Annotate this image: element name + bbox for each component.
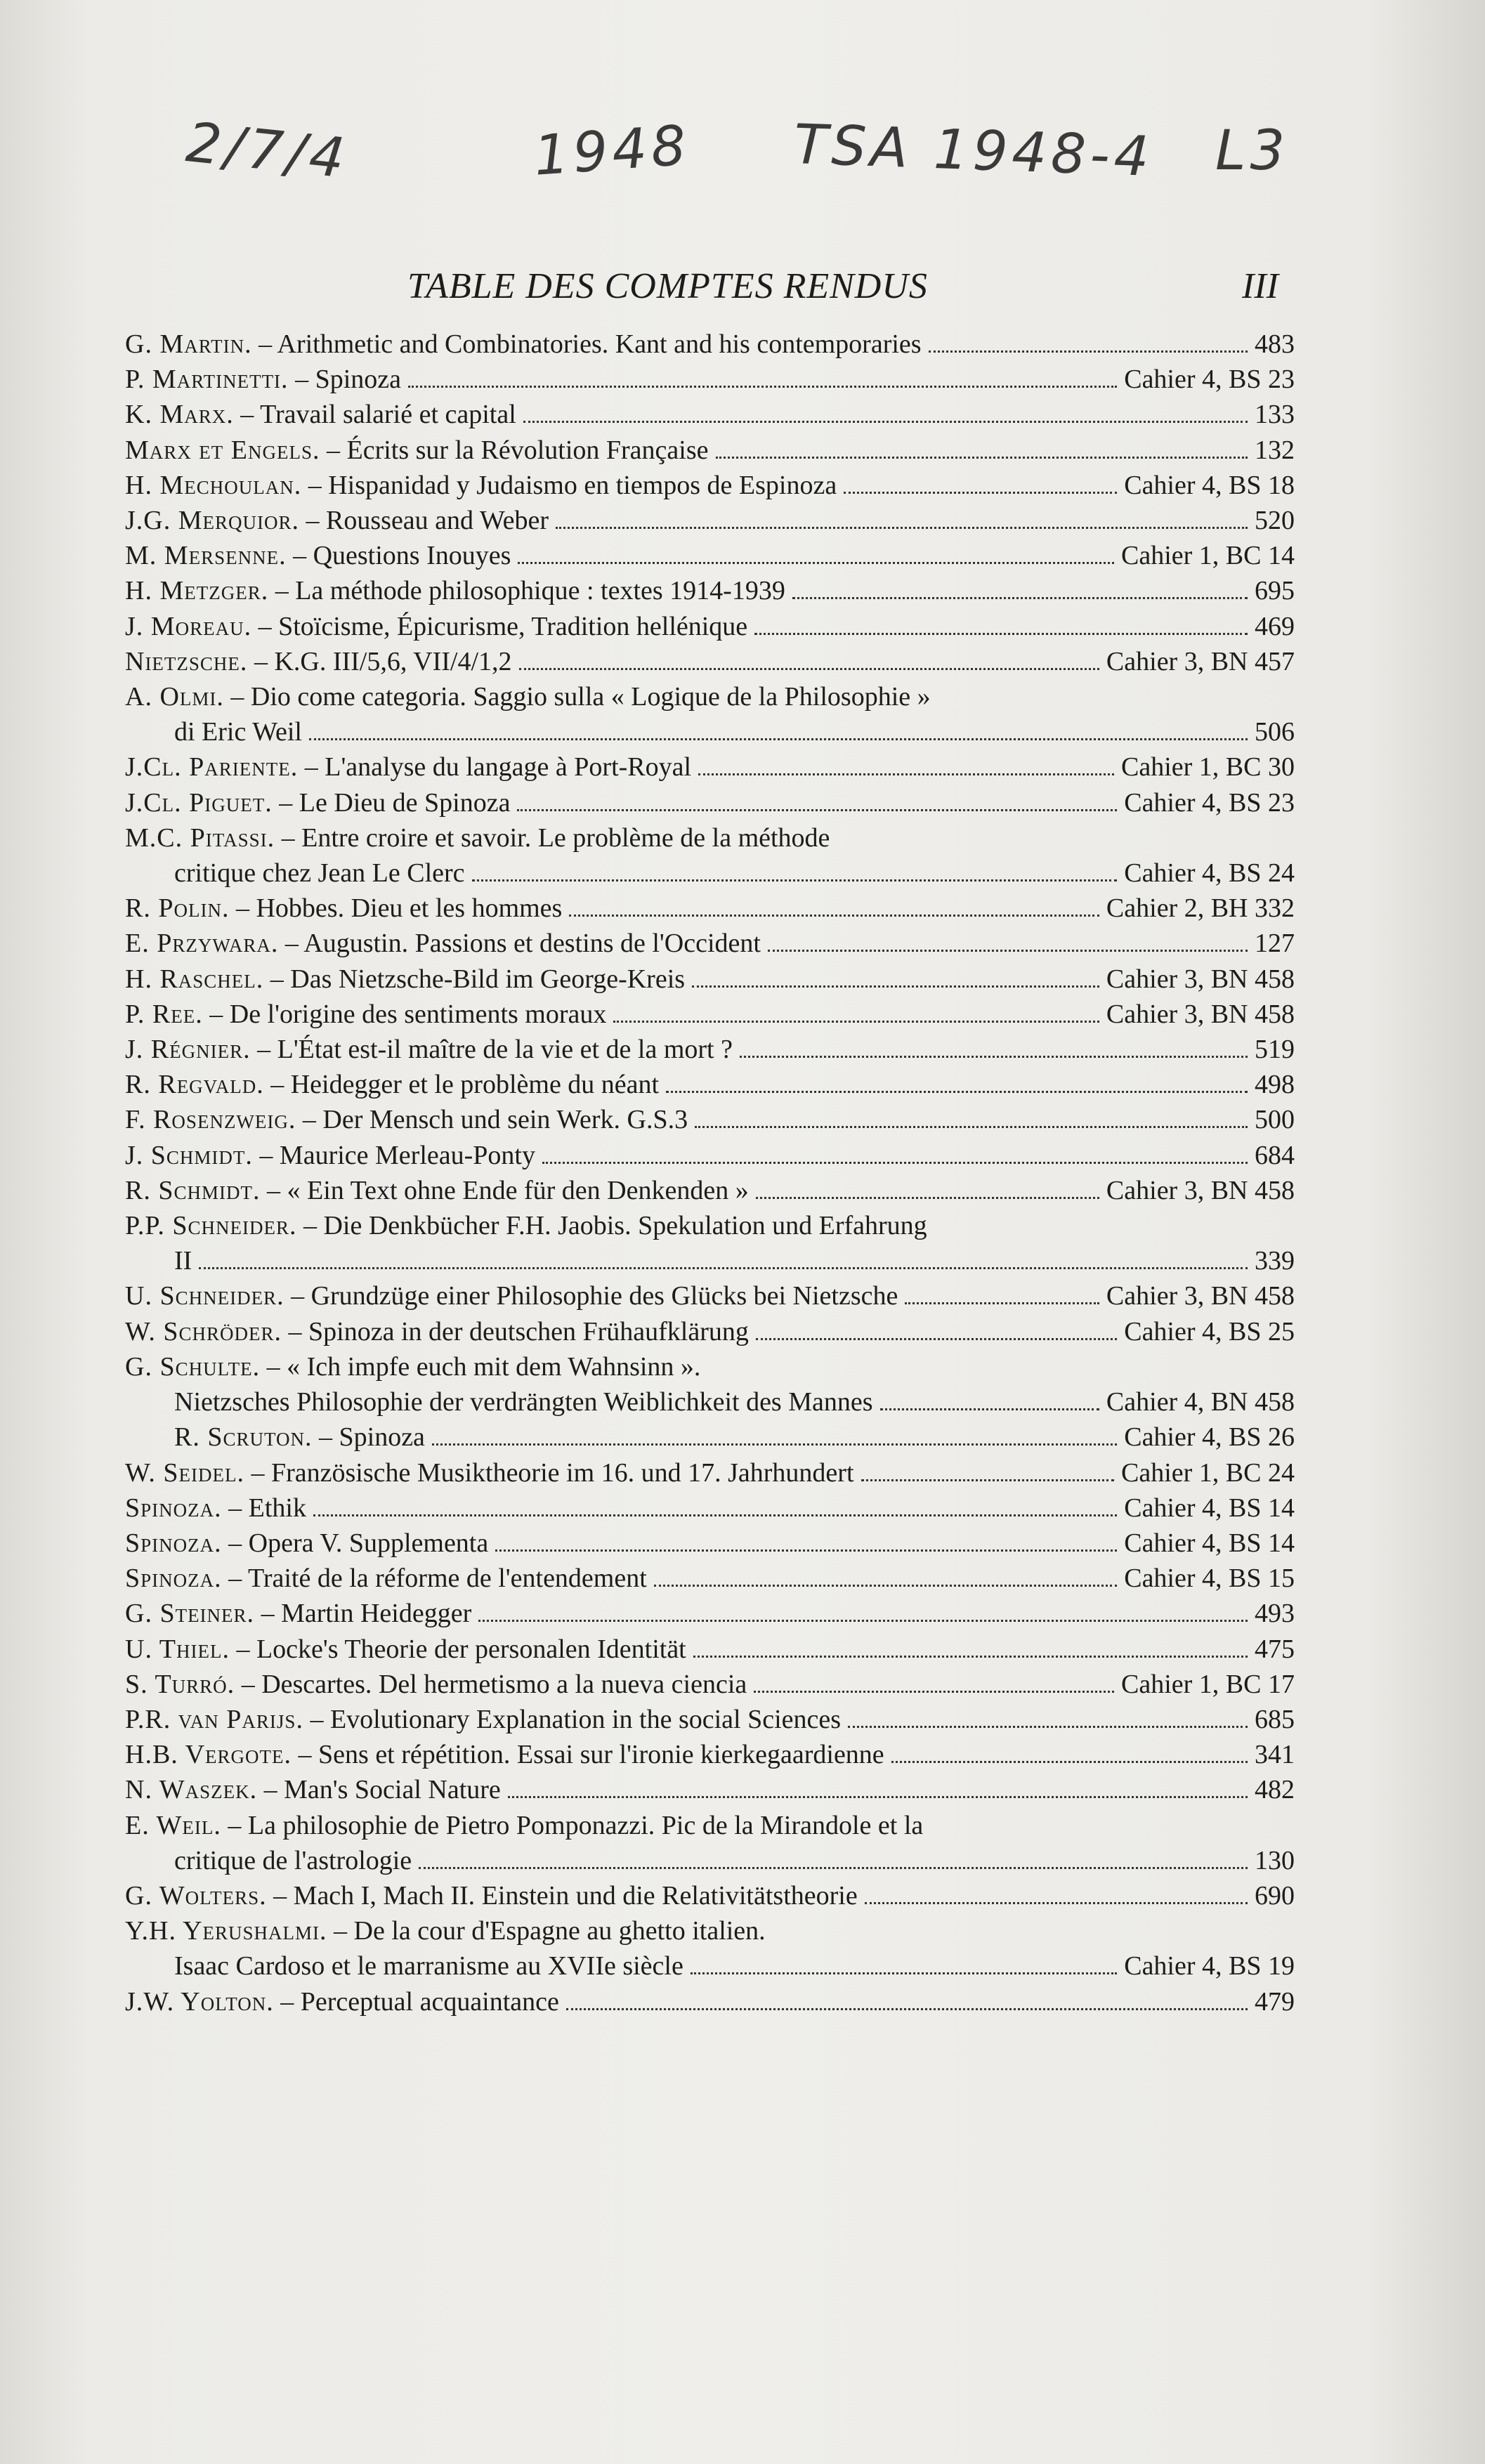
entry-author: Marx et Engels. xyxy=(125,435,320,465)
entry-reference: Cahier 4, BS 18 xyxy=(1124,470,1295,500)
entry-title: – Dio come categoria. Saggio sulla « Logique de la Philosophie » xyxy=(223,682,931,712)
entry-author: M.C. Pitassi. xyxy=(125,823,275,853)
entry-title: – L'État est-il maître de la vie et de la mort ? xyxy=(250,1035,733,1065)
entry-author: R. Regvald. xyxy=(125,1070,264,1100)
entry-reference: Cahier 1, BC 24 xyxy=(1121,1457,1295,1488)
entry-title: – De l'origine des sentiments moraux xyxy=(202,999,607,1029)
entry-text xyxy=(125,1067,659,1102)
index-entry-continuation xyxy=(125,714,1295,749)
entry-title: – Spinoza xyxy=(288,365,401,395)
entry-author: H. Raschel. xyxy=(125,964,264,994)
entry-author: R. Polin. xyxy=(125,893,230,924)
annotation-b: 1948 xyxy=(532,114,693,188)
dot-leader xyxy=(432,1443,1117,1446)
entry-author: N. Waszek. xyxy=(125,1775,258,1805)
entry-title: – Martin Heidegger xyxy=(254,1599,472,1629)
entry-title: – Das Nietzsche-Bild im George-Kreis xyxy=(263,964,686,994)
entry-author: S. Turró. xyxy=(125,1669,235,1699)
index-entry xyxy=(125,644,1295,679)
entry-title: – Spinoza xyxy=(312,1422,425,1453)
entry-title: – Grundzüge einer Philosophie des Glücks bei Nietzsche xyxy=(284,1281,898,1311)
index-entry xyxy=(125,1032,1295,1067)
entry-author: M. Mersenne. xyxy=(125,541,287,571)
entry-title: – Maurice Merleau-Ponty xyxy=(252,1140,535,1170)
index-entry xyxy=(125,820,1295,856)
entry-text xyxy=(125,327,922,362)
index-entry xyxy=(125,468,1295,503)
dot-leader xyxy=(740,1056,1248,1058)
entry-reference: 483 xyxy=(1255,329,1295,359)
index-entry xyxy=(125,433,1295,468)
dot-leader xyxy=(905,1302,1099,1304)
dot-leader xyxy=(695,1126,1248,1128)
index-entry-continuation xyxy=(125,1948,1295,1984)
index-entry xyxy=(125,397,1295,432)
entry-author: G. Wolters. xyxy=(125,1880,267,1911)
entry-reference: Cahier 4, BS 23 xyxy=(1124,787,1295,818)
entry-title: – Spinoza in der deutschen Frühaufklärung xyxy=(282,1316,749,1346)
entry-reference: Cahier 3, BN 458 xyxy=(1106,964,1295,994)
entry-text xyxy=(125,997,606,1032)
entry-reference: Cahier 4, BS 14 xyxy=(1124,1528,1295,1558)
index-entry-continuation xyxy=(125,1243,1295,1278)
entry-reference: 500 xyxy=(1255,1105,1295,1135)
entry-reference: Cahier 4, BS 26 xyxy=(1124,1422,1295,1453)
index-entry xyxy=(125,362,1295,397)
entry-author: P. Martinetti. xyxy=(125,365,289,395)
entry-author: J.Cl. Pariente. xyxy=(125,752,299,782)
dot-leader xyxy=(716,457,1248,459)
entry-title: – Ethik xyxy=(221,1493,306,1523)
entry-author: E. Przywara. xyxy=(125,929,279,959)
index-entry-continuation xyxy=(125,856,1295,891)
index-entry xyxy=(125,1173,1295,1208)
index-entry xyxy=(125,1278,1295,1313)
dot-leader xyxy=(754,1691,1114,1693)
dot-leader xyxy=(569,915,1099,917)
entry-author: Spinoza. xyxy=(125,1493,222,1523)
entry-author: Nietzsche. xyxy=(125,646,248,676)
index-entry xyxy=(125,962,1295,997)
entry-text xyxy=(125,1032,733,1067)
entry-author: Spinoza. xyxy=(125,1528,222,1558)
entry-title: – La méthode philosophique : textes 1914-1939 xyxy=(268,576,785,606)
index-entry xyxy=(125,503,1295,538)
index-entry-continuation xyxy=(125,1843,1295,1878)
index-entry xyxy=(125,785,1295,820)
entry-title: – Descartes. Del hermetismo a la nueva ciencia xyxy=(235,1669,747,1699)
entry-author: H. Metzger. xyxy=(125,576,269,606)
entry-title: – Rousseau and Weber xyxy=(299,506,549,536)
entry-reference: Cahier 4, BS 14 xyxy=(1124,1493,1295,1523)
entry-text xyxy=(125,609,747,644)
entry-reference: 132 xyxy=(1255,435,1295,465)
entry-reference: 695 xyxy=(1255,576,1295,606)
entry-reference: Cahier 3, BN 458 xyxy=(1106,1175,1295,1205)
entry-text xyxy=(125,362,401,397)
entry-author: J. Moreau. xyxy=(125,611,252,641)
entry-text xyxy=(125,503,549,538)
index-entry xyxy=(125,891,1295,926)
index-entry xyxy=(125,1561,1295,1596)
entry-title: – Die Denkbücher F.H. Jaobis. Spekulation und Erfahrung xyxy=(296,1211,927,1241)
dot-leader xyxy=(844,492,1117,494)
index-entry xyxy=(125,1913,1295,1948)
running-header xyxy=(126,266,1278,315)
index-entry xyxy=(125,1737,1295,1772)
entry-title: – L'analyse du langage à Port-Royal xyxy=(298,752,692,782)
entry-reference: Cahier 3, BN 458 xyxy=(1106,1281,1295,1311)
entry-text xyxy=(125,1173,749,1208)
entry-reference: 520 xyxy=(1255,506,1295,536)
entry-author: E. Weil. xyxy=(125,1810,221,1840)
entry-text xyxy=(125,962,685,997)
entry-reference: Cahier 2, BH 332 xyxy=(1106,893,1295,924)
entry-author: A. Olmi. xyxy=(125,682,224,712)
entry-title: – Französische Musiktheorie im 16. und 17. Jahrhundert xyxy=(244,1457,854,1488)
entry-title: – Perceptual acquaintance xyxy=(273,1986,559,2017)
dot-leader xyxy=(508,1796,1248,1798)
entry-author: W. Seidel. xyxy=(125,1457,244,1488)
index-entry xyxy=(125,1314,1295,1349)
dot-leader xyxy=(880,1408,1099,1410)
entry-text xyxy=(125,1314,749,1349)
entry-author: R. Scruton. xyxy=(174,1422,313,1453)
entry-text xyxy=(125,749,691,785)
entry-text xyxy=(125,1102,688,1137)
entry-title: – Evolutionary Explanation in the social Sciences xyxy=(303,1704,842,1734)
entry-author: Spinoza. xyxy=(125,1564,222,1594)
entry-reference: 690 xyxy=(1255,1880,1295,1911)
dot-leader xyxy=(654,1585,1117,1587)
entry-text xyxy=(125,397,516,432)
dot-leader xyxy=(929,350,1248,353)
entry-title: – Hobbes. Dieu et les hommes xyxy=(229,893,563,924)
entry-title-continued: critique de l'astrologie xyxy=(174,1845,412,1875)
entry-title: – « Ein Text ohne Ende für den Denkenden » xyxy=(260,1175,749,1205)
dot-leader xyxy=(495,1549,1117,1552)
entry-author: J. Régnier. xyxy=(125,1035,251,1065)
entry-text xyxy=(125,1490,306,1526)
entry-text xyxy=(125,1772,501,1807)
entry-text xyxy=(125,644,512,679)
index-entry xyxy=(125,1772,1295,1807)
entry-title: – Écrits sur la Révolution Française xyxy=(320,435,709,465)
index-entry xyxy=(125,1526,1295,1561)
dot-leader xyxy=(472,879,1118,882)
entry-reference: 341 xyxy=(1255,1740,1295,1770)
dot-leader xyxy=(517,809,1117,811)
entry-reference: 685 xyxy=(1255,1704,1295,1734)
dot-leader xyxy=(613,1021,1099,1023)
dot-leader xyxy=(309,738,1248,740)
entry-text xyxy=(125,1737,884,1772)
dot-leader xyxy=(519,668,1099,670)
dot-leader xyxy=(478,1620,1248,1622)
entry-text xyxy=(174,1420,425,1455)
entry-author: R. Schmidt. xyxy=(125,1175,261,1205)
index-entry xyxy=(125,926,1295,961)
entry-title: – Mach I, Mach II. Einstein und die Relativitätstheorie xyxy=(266,1880,858,1911)
entry-reference: 498 xyxy=(1255,1070,1295,1100)
entry-reference: 339 xyxy=(1255,1246,1295,1276)
entry-title: – Traité de la réforme de l'entendement xyxy=(221,1564,647,1594)
annotation-d: L3 xyxy=(1215,119,1290,183)
index-entry xyxy=(125,609,1295,644)
entry-text xyxy=(125,538,511,573)
index-entry xyxy=(125,1984,1295,2019)
entry-reference: Cahier 4, BS 15 xyxy=(1124,1564,1295,1594)
entry-author: G. Steiner. xyxy=(125,1599,255,1629)
entry-reference: Cahier 4, BS 23 xyxy=(1124,365,1295,395)
entry-title: – Entre croire et savoir. Le problème de la méthode xyxy=(275,823,830,853)
entry-author: J.G. Merquior. xyxy=(125,506,300,536)
entry-reference: 519 xyxy=(1255,1035,1295,1065)
entry-author: Y.H. Yerushalmi. xyxy=(125,1916,327,1946)
entry-reference: Cahier 4, BN 458 xyxy=(1106,1387,1295,1417)
dot-leader xyxy=(691,1972,1117,1974)
entry-title: – Arithmetic and Combinatories. Kant and his contemporaries xyxy=(251,329,922,359)
index-entry xyxy=(125,1878,1295,1913)
entry-reference: 475 xyxy=(1255,1634,1295,1664)
entry-title: – Opera V. Supplementa xyxy=(221,1528,489,1558)
entry-text xyxy=(125,573,785,608)
dot-leader xyxy=(693,1656,1248,1658)
dot-leader xyxy=(666,1091,1248,1093)
entry-text xyxy=(125,1984,559,2019)
entry-title: – Stoïcisme, Épicurisme, Tradition hellénique xyxy=(251,611,748,641)
entry-author: P.P. Schneider. xyxy=(125,1211,297,1241)
index-entry xyxy=(125,1067,1295,1102)
dot-leader xyxy=(756,1338,1117,1340)
dot-leader xyxy=(556,527,1248,529)
entry-reference: 482 xyxy=(1255,1775,1295,1805)
entry-title: – La philosophie de Pietro Pomponazzi. Pic de la Mirandole et la xyxy=(221,1810,924,1840)
dot-leader xyxy=(566,2008,1248,2010)
entry-text xyxy=(125,891,562,926)
dot-leader xyxy=(313,1514,1117,1516)
entry-author: P.R. van Parijs. xyxy=(125,1704,303,1734)
review-index-list xyxy=(125,327,1295,2019)
dot-leader xyxy=(692,985,1099,988)
entry-reference: 479 xyxy=(1255,1986,1295,2017)
dot-leader xyxy=(848,1726,1248,1728)
entry-reference: 506 xyxy=(1255,717,1295,747)
entry-title: – Augustin. Passions et destins de l'Occident xyxy=(278,929,761,959)
index-entry xyxy=(125,1632,1295,1667)
entry-title: – « Ich impfe euch mit dem Wahnsinn ». xyxy=(260,1351,701,1382)
entry-author: P. Ree. xyxy=(125,999,203,1029)
index-entry xyxy=(125,327,1295,362)
entry-author: U. Schneider. xyxy=(125,1281,284,1311)
index-entry xyxy=(125,1138,1295,1173)
entry-reference: Cahier 3, BN 458 xyxy=(1106,999,1295,1029)
entry-reference: Cahier 1, BC 14 xyxy=(1121,541,1295,571)
entry-title: – Le Dieu de Spinoza xyxy=(272,787,511,818)
dot-leader xyxy=(542,1162,1248,1164)
entry-author: J.Cl. Piguet. xyxy=(125,787,273,818)
index-entry-continuation xyxy=(125,1384,1295,1420)
index-entry xyxy=(125,1208,1295,1243)
entry-text xyxy=(125,1526,488,1561)
entry-title-continued: critique chez Jean Le Clerc xyxy=(174,858,465,889)
dot-leader xyxy=(861,1479,1115,1481)
dot-leader xyxy=(518,562,1114,564)
entry-reference: Cahier 1, BC 17 xyxy=(1121,1669,1295,1699)
annotation-a: 2/7/4 xyxy=(183,111,352,191)
entry-title: – Locke's Theorie der personalen Identität xyxy=(229,1634,686,1664)
entry-reference: Cahier 1, BC 30 xyxy=(1121,752,1295,782)
index-entry xyxy=(125,679,1295,714)
entry-reference: Cahier 4, BS 25 xyxy=(1124,1316,1295,1346)
entry-author: J.W. Yolton. xyxy=(125,1986,274,2017)
dot-leader xyxy=(419,1867,1248,1869)
index-entry xyxy=(125,997,1295,1032)
entry-reference: Cahier 4, BS 19 xyxy=(1124,1951,1295,1981)
index-entry xyxy=(125,1808,1295,1843)
entry-text xyxy=(125,1138,535,1173)
entry-reference: 130 xyxy=(1255,1845,1295,1875)
entry-reference: 684 xyxy=(1255,1140,1295,1170)
dot-leader xyxy=(523,421,1248,423)
entry-text xyxy=(125,785,510,820)
entry-text xyxy=(125,1632,686,1667)
entry-title-continued: Nietzsches Philosophie der verdrängten Weiblichkeit des Mannes xyxy=(174,1387,873,1417)
entry-text xyxy=(125,433,709,468)
entry-title: – Der Mensch und sein Werk. G.S.3 xyxy=(296,1105,688,1135)
entry-title: – Hispanidad y Judaismo en tiempos de Espinoza xyxy=(301,470,837,500)
entry-reference: 127 xyxy=(1255,929,1295,959)
annotation-c: TSA 1948-4 xyxy=(792,113,1155,189)
entry-title-continued: Isaac Cardoso et le marranisme au XVIIe siècle xyxy=(174,1951,683,1981)
entry-text xyxy=(125,1278,898,1313)
entry-author: J. Schmidt. xyxy=(125,1140,253,1170)
entry-text xyxy=(125,468,837,503)
entry-title: – De la cour d'Espagne au ghetto italien. xyxy=(327,1916,766,1946)
page-number: III xyxy=(1242,266,1278,306)
entry-author: U. Thiel. xyxy=(125,1634,230,1664)
handwritten-annotation xyxy=(169,111,1321,204)
index-entry xyxy=(125,1455,1295,1490)
index-entry xyxy=(125,538,1295,573)
entry-text xyxy=(125,926,761,961)
entry-author: K. Marx. xyxy=(125,400,234,430)
entry-reference: Cahier 3, BN 457 xyxy=(1106,646,1295,676)
entry-reference: 493 xyxy=(1255,1599,1295,1629)
dot-leader xyxy=(199,1267,1248,1269)
dot-leader xyxy=(865,1902,1248,1904)
dot-leader xyxy=(756,1197,1099,1199)
entry-title: – Questions Inouyes xyxy=(286,541,511,571)
dot-leader xyxy=(408,386,1117,388)
dot-leader xyxy=(698,773,1114,775)
dot-leader xyxy=(891,1761,1248,1763)
entry-author: F. Rosenzweig. xyxy=(125,1105,296,1135)
index-entry xyxy=(125,1349,1295,1384)
entry-author: W. Schröder. xyxy=(125,1316,282,1346)
entry-text xyxy=(125,1596,471,1631)
index-entry xyxy=(125,1102,1295,1137)
dot-leader xyxy=(754,633,1248,635)
entry-reference: 133 xyxy=(1255,400,1295,430)
dot-leader xyxy=(768,950,1248,952)
entry-title: – Sens et répétition. Essai sur l'ironie kierkegaardienne xyxy=(292,1740,884,1770)
entry-title-continued: II xyxy=(174,1246,192,1276)
entry-title: – K.G. III/5,6, VII/4/1,2 xyxy=(247,646,512,676)
index-entry xyxy=(125,1596,1295,1631)
entry-title: – Heidegger et le problème du néant xyxy=(263,1070,660,1100)
entry-text xyxy=(125,1455,854,1490)
index-entry xyxy=(125,1667,1295,1702)
index-entry xyxy=(125,1702,1295,1737)
index-entry xyxy=(125,749,1295,785)
entry-author: H. Mechoulan. xyxy=(125,470,302,500)
entry-title: – Travail salarié et capital xyxy=(233,400,516,430)
entry-text xyxy=(125,1561,647,1596)
entry-reference: 469 xyxy=(1255,611,1295,641)
entry-title: – Man's Social Nature xyxy=(257,1775,501,1805)
entry-title-continued: di Eric Weil xyxy=(174,717,302,747)
entry-text xyxy=(125,1878,858,1913)
entry-text xyxy=(125,1667,747,1702)
entry-author: G. Martin. xyxy=(125,329,252,359)
dot-leader xyxy=(792,597,1248,599)
index-entry xyxy=(125,1490,1295,1526)
entry-text xyxy=(125,1702,841,1737)
page-title: TABLE DES COMPTES RENDUS xyxy=(407,266,928,306)
entry-reference: Cahier 4, BS 24 xyxy=(1124,858,1295,889)
index-entry xyxy=(125,573,1295,608)
index-entry xyxy=(125,1420,1295,1455)
entry-author: H.B. Vergote. xyxy=(125,1740,292,1770)
entry-author: G. Schulte. xyxy=(125,1351,261,1382)
